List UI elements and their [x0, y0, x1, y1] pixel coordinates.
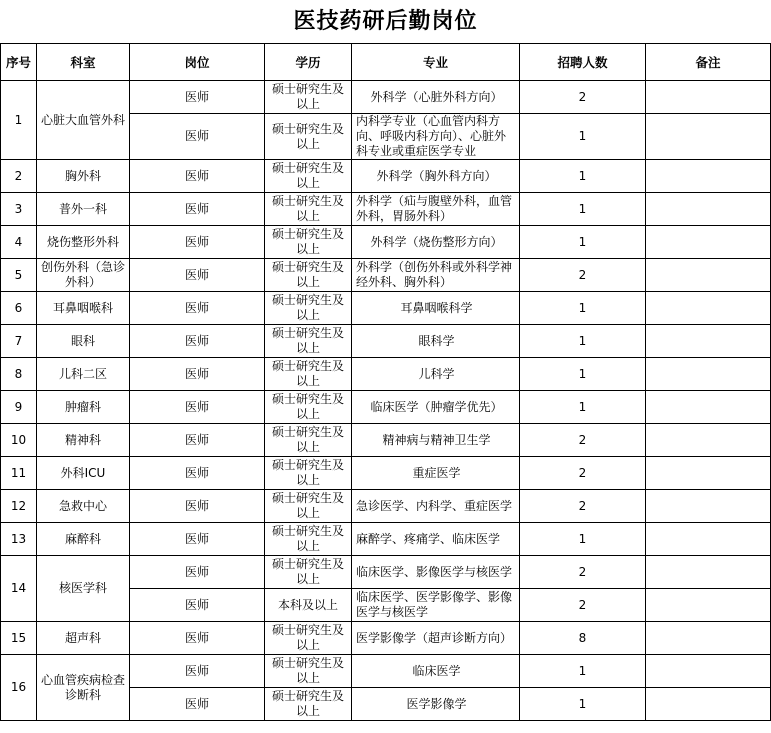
- cell-dept[interactable]: 普外一科: [37, 193, 130, 226]
- cell-count[interactable]: 1: [520, 688, 646, 721]
- cell-post[interactable]: 医师: [130, 259, 265, 292]
- cell-note[interactable]: [646, 358, 771, 391]
- cell-post[interactable]: 医师: [130, 193, 265, 226]
- cell-note[interactable]: [646, 622, 771, 655]
- cell-count[interactable]: 2: [520, 259, 646, 292]
- table-row: [1, 523, 771, 556]
- cell-post[interactable]: 医师: [130, 292, 265, 325]
- cell-count[interactable]: 1: [520, 292, 646, 325]
- cell-no[interactable]: 13: [1, 523, 37, 556]
- cell-dept[interactable]: 胸外科: [37, 160, 130, 193]
- header-cell-post[interactable]: 岗位: [130, 44, 265, 81]
- cell-no[interactable]: 3: [1, 193, 37, 226]
- cell-dept[interactable]: 眼科: [37, 325, 130, 358]
- cell-note[interactable]: [646, 655, 771, 688]
- cell-count[interactable]: 1: [520, 160, 646, 193]
- cell-major[interactable]: 外科学（疝与腹壁外科，血管外科，胃肠外科）: [352, 193, 520, 226]
- cell-post[interactable]: 医师: [130, 523, 265, 556]
- table-row: [1, 193, 771, 226]
- cell-edu[interactable]: 硕士研究生及以上: [265, 490, 352, 523]
- cell-note[interactable]: [646, 160, 771, 193]
- cell-count[interactable]: 1: [520, 523, 646, 556]
- cell-edu[interactable]: 硕士研究生及以上: [265, 688, 352, 721]
- cell-edu[interactable]: 硕士研究生及以上: [265, 622, 352, 655]
- table-row: [1, 160, 771, 193]
- cell-edu[interactable]: 本科及以上: [265, 589, 352, 622]
- cell-dept[interactable]: 心血管疾病检查诊断科: [37, 655, 130, 721]
- cell-major[interactable]: 耳鼻咽喉科学: [352, 292, 520, 325]
- cell-major[interactable]: 儿科学: [352, 358, 520, 391]
- cell-count[interactable]: 1: [520, 391, 646, 424]
- cell-count[interactable]: 1: [520, 226, 646, 259]
- cell-no[interactable]: 15: [1, 622, 37, 655]
- cell-dept[interactable]: 麻醉科: [37, 523, 130, 556]
- header-cell-note[interactable]: 备注: [646, 44, 771, 81]
- cell-count[interactable]: 2: [520, 589, 646, 622]
- cell-note[interactable]: [646, 391, 771, 424]
- cell-no[interactable]: 8: [1, 358, 37, 391]
- table-row: [1, 655, 771, 688]
- cell-post[interactable]: 医师: [130, 457, 265, 490]
- header-cell-count[interactable]: 招聘人数: [520, 44, 646, 81]
- cell-edu[interactable]: 硕士研究生及以上: [265, 226, 352, 259]
- table-row: [1, 556, 771, 589]
- page-title: 医技药研后勤岗位: [293, 9, 478, 34]
- cell-edu[interactable]: 硕士研究生及以上: [265, 160, 352, 193]
- table-row: [1, 622, 771, 655]
- cell-major[interactable]: 内科学专业（心血管内科方向、呼吸内科方向）、心脏外科专业或重症医学专业: [352, 114, 520, 160]
- table-row: [1, 226, 771, 259]
- cell-count[interactable]: 1: [520, 358, 646, 391]
- table-row: [1, 292, 771, 325]
- cell-dept[interactable]: 创伤外科（急诊外科）: [37, 259, 130, 292]
- cell-post[interactable]: 医师: [130, 325, 265, 358]
- cell-edu[interactable]: 硕士研究生及以上: [265, 523, 352, 556]
- cell-count[interactable]: 1: [520, 655, 646, 688]
- cell-major[interactable]: 临床医学、医学影像学、影像医学与核医学: [352, 589, 520, 622]
- cell-no[interactable]: 10: [1, 424, 37, 457]
- cell-edu[interactable]: 硕士研究生及以上: [265, 358, 352, 391]
- cell-post[interactable]: 医师: [130, 391, 265, 424]
- cell-major[interactable]: 外科学（心脏外科方向）: [352, 81, 520, 114]
- cell-dept[interactable]: 儿科二区: [37, 358, 130, 391]
- cell-post[interactable]: 医师: [130, 114, 265, 160]
- cell-edu[interactable]: 硕士研究生及以上: [265, 114, 352, 160]
- cell-dept[interactable]: 急救中心: [37, 490, 130, 523]
- cell-note[interactable]: [646, 193, 771, 226]
- cell-count[interactable]: 2: [520, 490, 646, 523]
- cell-note[interactable]: [646, 523, 771, 556]
- table-row: [1, 424, 771, 457]
- cell-post[interactable]: 医师: [130, 160, 265, 193]
- cell-post[interactable]: 医师: [130, 688, 265, 721]
- cell-note[interactable]: [646, 81, 771, 114]
- cell-no[interactable]: 11: [1, 457, 37, 490]
- header-cell-no[interactable]: 序号: [1, 44, 37, 81]
- cell-note[interactable]: [646, 325, 771, 358]
- table-row: [1, 358, 771, 391]
- cell-post[interactable]: 医师: [130, 424, 265, 457]
- cell-no[interactable]: 12: [1, 490, 37, 523]
- cell-dept[interactable]: 精神科: [37, 424, 130, 457]
- cell-post[interactable]: 医师: [130, 490, 265, 523]
- header-cell-major[interactable]: 专业: [352, 44, 520, 81]
- cell-count[interactable]: 1: [520, 114, 646, 160]
- cell-dept[interactable]: 肿瘤科: [37, 391, 130, 424]
- cell-no[interactable]: 14: [1, 556, 37, 622]
- cell-edu[interactable]: 硕士研究生及以上: [265, 292, 352, 325]
- cell-note[interactable]: [646, 226, 771, 259]
- cell-dept[interactable]: 耳鼻咽喉科: [37, 292, 130, 325]
- cell-edu[interactable]: 硕士研究生及以上: [265, 81, 352, 114]
- cell-count[interactable]: 2: [520, 457, 646, 490]
- cell-edu[interactable]: 硕士研究生及以上: [265, 655, 352, 688]
- header-cell-dept[interactable]: 科室: [37, 44, 130, 81]
- cell-no[interactable]: 1: [1, 81, 37, 160]
- cell-count[interactable]: 8: [520, 622, 646, 655]
- cell-note[interactable]: [646, 259, 771, 292]
- cell-no[interactable]: 9: [1, 391, 37, 424]
- cell-no[interactable]: 16: [1, 655, 37, 721]
- cell-edu[interactable]: 硕士研究生及以上: [265, 457, 352, 490]
- cell-note[interactable]: [646, 556, 771, 589]
- cell-post[interactable]: 医师: [130, 556, 265, 589]
- header-row: [1, 44, 771, 81]
- cell-major[interactable]: 外科学（烧伤整形方向）: [352, 226, 520, 259]
- cell-dept[interactable]: 心脏大血管外科: [37, 81, 130, 160]
- cell-post[interactable]: 医师: [130, 358, 265, 391]
- cell-major[interactable]: 临床医学（肿瘤学优先）: [352, 391, 520, 424]
- positions-table: [0, 43, 771, 721]
- table-row: [1, 490, 771, 523]
- cell-major[interactable]: 临床医学、影像医学与核医学: [352, 556, 520, 589]
- cell-major[interactable]: 精神病与精神卫生学: [352, 424, 520, 457]
- cell-major[interactable]: 外科学（胸外科方向）: [352, 160, 520, 193]
- cell-major[interactable]: 医学影像学: [352, 688, 520, 721]
- cell-note[interactable]: [646, 292, 771, 325]
- cell-major[interactable]: 临床医学: [352, 655, 520, 688]
- cell-count[interactable]: 2: [520, 424, 646, 457]
- cell-major[interactable]: 重症医学: [352, 457, 520, 490]
- cell-note[interactable]: [646, 457, 771, 490]
- cell-note[interactable]: [646, 490, 771, 523]
- table-row: [1, 81, 771, 114]
- cell-count[interactable]: 1: [520, 193, 646, 226]
- table-row: [1, 391, 771, 424]
- cell-no[interactable]: 6: [1, 292, 37, 325]
- cell-note[interactable]: [646, 114, 771, 160]
- cell-edu[interactable]: 硕士研究生及以上: [265, 193, 352, 226]
- cell-dept[interactable]: 超声科: [37, 622, 130, 655]
- cell-major[interactable]: 眼科学: [352, 325, 520, 358]
- cell-count[interactable]: 2: [520, 81, 646, 114]
- cell-no[interactable]: 4: [1, 226, 37, 259]
- cell-no[interactable]: 7: [1, 325, 37, 358]
- cell-count[interactable]: 2: [520, 556, 646, 589]
- cell-no[interactable]: 5: [1, 259, 37, 292]
- cell-post[interactable]: 医师: [130, 589, 265, 622]
- cell-note[interactable]: [646, 424, 771, 457]
- cell-dept[interactable]: 外科ICU: [37, 457, 130, 490]
- cell-major[interactable]: 医学影像学（超声诊断方向）: [352, 622, 520, 655]
- cell-dept[interactable]: 核医学科: [37, 556, 130, 622]
- cell-note[interactable]: [646, 589, 771, 622]
- cell-count[interactable]: 1: [520, 325, 646, 358]
- cell-dept[interactable]: 烧伤整形外科: [37, 226, 130, 259]
- cell-edu[interactable]: 硕士研究生及以上: [265, 424, 352, 457]
- cell-major[interactable]: 外科学（创伤外科或外科学神经外科、胸外科）: [352, 259, 520, 292]
- table-row: [1, 325, 771, 358]
- table-row: [1, 457, 771, 490]
- cell-edu[interactable]: 硕士研究生及以上: [265, 259, 352, 292]
- header-cell-edu[interactable]: 学历: [265, 44, 352, 81]
- cell-no[interactable]: 2: [1, 160, 37, 193]
- cell-post[interactable]: 医师: [130, 655, 265, 688]
- cell-post[interactable]: 医师: [130, 81, 265, 114]
- cell-post[interactable]: 医师: [130, 622, 265, 655]
- cell-major[interactable]: 急诊医学、内科学、重症医学: [352, 490, 520, 523]
- cell-post[interactable]: 医师: [130, 226, 265, 259]
- table-row: [1, 259, 771, 292]
- cell-edu[interactable]: 硕士研究生及以上: [265, 556, 352, 589]
- cell-edu[interactable]: 硕士研究生及以上: [265, 391, 352, 424]
- cell-edu[interactable]: 硕士研究生及以上: [265, 325, 352, 358]
- cell-note[interactable]: [646, 688, 771, 721]
- cell-major[interactable]: 麻醉学、疼痛学、临床医学: [352, 523, 520, 556]
